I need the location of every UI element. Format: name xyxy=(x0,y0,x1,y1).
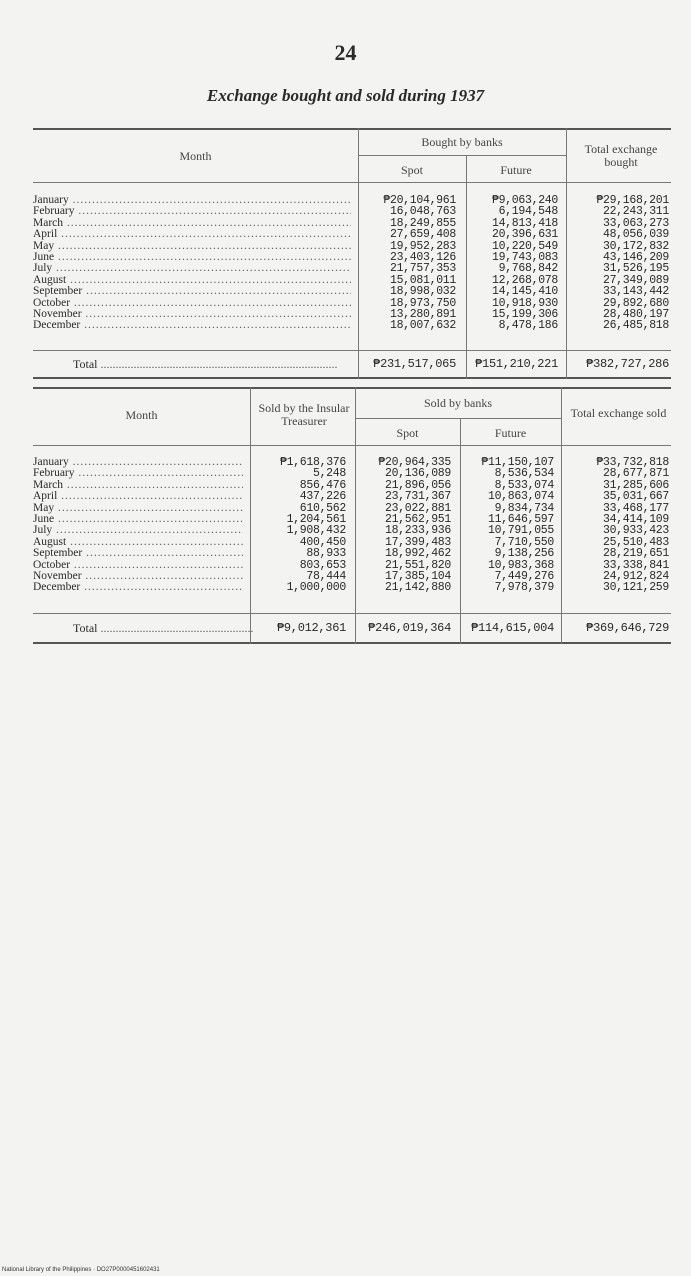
month-label: November ..... xyxy=(33,571,243,582)
month-list xyxy=(33,195,351,332)
cell-future: 7,449,276 xyxy=(494,570,554,584)
cell-total: 48,056,039 xyxy=(602,228,669,242)
footer-credit: National Library of the Philippines · DO27P0000451602431 xyxy=(2,1267,160,1273)
cell-total: 30,121,259 xyxy=(602,581,669,595)
cell-total: 34,414,109 xyxy=(602,513,669,527)
cell-future: 10,918,930 xyxy=(491,296,558,310)
cell-future: 9,834,734 xyxy=(494,501,554,515)
cell-future: 9,768,842 xyxy=(498,262,558,276)
total-sold-header: Total exchange sold xyxy=(570,406,667,420)
total-sold: ₱369,646,729 xyxy=(586,621,669,635)
cell-insular: 610,562 xyxy=(299,501,346,515)
cell-total: ₱33,732,818 xyxy=(596,456,669,469)
cell-total: 28,219,651 xyxy=(602,547,669,561)
cell-future: 10,791,055 xyxy=(487,524,554,538)
total-spot: ₱231,517,065 xyxy=(373,357,456,371)
total-column xyxy=(566,195,669,332)
cell-future: 15,199,306 xyxy=(491,308,558,322)
cell-total: 24,912,824 xyxy=(602,570,669,584)
cell-insular: 803,653 xyxy=(299,558,346,572)
cell-total: 28,677,871 xyxy=(602,467,669,481)
month-label: February ..... xyxy=(33,468,243,479)
cell-future: 7,710,550 xyxy=(494,535,554,549)
month-label: October ..... xyxy=(33,298,351,309)
cell-spot: 21,142,880 xyxy=(384,581,451,595)
cell-spot: 21,757,353 xyxy=(389,262,456,276)
month-label: December ..... xyxy=(33,320,351,331)
total-row-label: Total ..... xyxy=(73,357,343,372)
month-label: July ..... xyxy=(33,525,243,536)
cell-spot: 17,399,483 xyxy=(384,535,451,549)
insular-treasurer-header: Sold by the Insular Treasurer xyxy=(258,401,350,428)
cell-future: 11,646,597 xyxy=(487,513,554,527)
cell-total: 29,892,680 xyxy=(602,296,669,310)
cell-spot: 23,731,367 xyxy=(384,490,451,504)
month-label: February ..... xyxy=(33,206,351,217)
cell-future: 6,194,548 xyxy=(498,205,558,219)
cell-spot: 18,249,855 xyxy=(389,216,456,230)
cell-future: 8,533,074 xyxy=(494,478,554,492)
total-column xyxy=(561,457,669,594)
month-header: Month xyxy=(125,408,158,422)
cell-spot: 13,280,891 xyxy=(389,308,456,322)
cell-spot: 16,048,763 xyxy=(389,205,456,219)
total-insular: ₱9,012,361 xyxy=(276,621,346,635)
cell-spot: 18,007,632 xyxy=(389,319,456,333)
month-label: August ..... xyxy=(33,537,243,548)
month-label: August ..... xyxy=(33,275,351,286)
cell-spot: ₱20,964,335 xyxy=(378,456,451,469)
month-label: October ..... xyxy=(33,560,243,571)
cell-spot: 18,233,936 xyxy=(384,524,451,538)
month-list xyxy=(33,457,243,594)
cell-future: 10,983,368 xyxy=(487,558,554,572)
cell-future: 20,396,631 xyxy=(491,228,558,242)
cell-future: 8,536,534 xyxy=(494,467,554,481)
spot-column xyxy=(358,195,456,332)
cell-total: 33,063,273 xyxy=(602,216,669,230)
month-label: June ..... xyxy=(33,252,351,263)
cell-future: ₱9,063,240 xyxy=(491,194,558,207)
total-future: ₱151,210,221 xyxy=(475,357,558,371)
cell-insular: 400,450 xyxy=(299,535,346,549)
month-label: May ..... xyxy=(33,241,351,252)
cell-total: 25,510,483 xyxy=(602,535,669,549)
total-bought: ₱382,727,286 xyxy=(586,357,669,371)
cell-spot: 21,551,820 xyxy=(384,558,451,572)
bought-by-banks-header: Bought by banks xyxy=(421,135,503,149)
total-future: ₱114,615,004 xyxy=(471,621,554,635)
cell-spot: 18,992,462 xyxy=(384,547,451,561)
bought-table xyxy=(33,128,671,379)
sold-table xyxy=(33,387,671,645)
cell-total: 33,143,442 xyxy=(602,285,669,299)
page-title: Exchange bought and sold during 1937 xyxy=(206,86,485,105)
cell-total: ₱29,168,201 xyxy=(596,194,669,207)
cell-spot: ₱20,104,961 xyxy=(383,194,456,207)
cell-insular: 1,204,561 xyxy=(286,513,346,527)
future-column xyxy=(460,457,554,594)
cell-total: 30,933,423 xyxy=(602,524,669,538)
cell-total: 27,349,089 xyxy=(602,273,669,287)
cell-total: 31,526,195 xyxy=(602,262,669,276)
future-header: Future xyxy=(494,426,527,440)
total-row-label: Total ..... xyxy=(73,621,253,636)
month-label: January ..... xyxy=(33,195,351,206)
cell-spot: 17,385,104 xyxy=(384,570,451,584)
cell-future: 7,978,379 xyxy=(494,581,554,595)
cell-insular: 1,908,432 xyxy=(286,524,346,538)
cell-spot: 15,081,011 xyxy=(389,273,456,287)
month-label: January ..... xyxy=(33,457,243,468)
future-header: Future xyxy=(500,163,532,177)
cell-spot: 21,896,056 xyxy=(384,478,451,492)
future-column xyxy=(466,195,558,332)
cell-future: 14,145,410 xyxy=(491,285,558,299)
month-label: September ..... xyxy=(33,548,243,559)
month-label: March ..... xyxy=(33,480,243,491)
cell-spot: 21,562,951 xyxy=(384,513,451,527)
cell-spot: 20,136,089 xyxy=(384,467,451,481)
sold-by-banks-header: Sold by banks xyxy=(423,396,492,410)
spot-header: Spot xyxy=(396,426,419,440)
cell-total: 33,468,177 xyxy=(602,501,669,515)
cell-future: 10,863,074 xyxy=(487,490,554,504)
cell-insular: 437,226 xyxy=(299,490,346,504)
month-label: May ..... xyxy=(33,503,243,514)
month-label: December ..... xyxy=(33,582,243,593)
month-label: March ..... xyxy=(33,218,351,229)
month-label: September ..... xyxy=(33,286,351,297)
total-bought-header: Total exchange bought xyxy=(584,142,658,169)
insular-column xyxy=(250,457,346,594)
cell-total: 26,485,818 xyxy=(602,319,669,333)
cell-spot: 23,022,881 xyxy=(384,501,451,515)
cell-total: 33,338,841 xyxy=(602,558,669,572)
month-label: November ..... xyxy=(33,309,351,320)
cell-total: 30,172,832 xyxy=(602,239,669,253)
cell-future: 19,743,083 xyxy=(491,251,558,265)
cell-future: 10,220,549 xyxy=(491,239,558,253)
cell-spot: 18,998,032 xyxy=(389,285,456,299)
cell-insular: ₱1,618,376 xyxy=(279,456,346,469)
page-number: 24 xyxy=(334,40,357,65)
cell-future: 8,478,186 xyxy=(498,319,558,333)
cell-future: 14,813,418 xyxy=(491,216,558,230)
cell-spot: 23,403,126 xyxy=(389,251,456,265)
cell-total: 35,031,667 xyxy=(602,490,669,504)
cell-spot: 19,952,283 xyxy=(389,239,456,253)
cell-spot: 27,659,408 xyxy=(389,228,456,242)
cell-spot: 18,973,750 xyxy=(389,296,456,310)
cell-insular: 5,248 xyxy=(312,467,346,481)
cell-total: 28,480,197 xyxy=(602,308,669,322)
spot-header: Spot xyxy=(400,163,423,177)
month-label: July ..... xyxy=(33,263,351,274)
spot-column xyxy=(355,457,451,594)
cell-total: 22,243,311 xyxy=(602,205,669,219)
cell-insular: 1,000,000 xyxy=(286,581,346,595)
cell-future: 12,268,078 xyxy=(491,273,558,287)
cell-insular: 78,444 xyxy=(306,570,346,584)
cell-insular: 88,933 xyxy=(306,547,346,561)
month-label: April ..... xyxy=(33,229,351,240)
cell-total: 31,285,606 xyxy=(602,478,669,492)
month-label: June ..... xyxy=(33,514,243,525)
cell-future: ₱11,150,107 xyxy=(481,456,554,469)
month-header: Month xyxy=(179,149,212,163)
cell-insular: 856,476 xyxy=(299,478,346,492)
cell-future: 9,138,256 xyxy=(494,547,554,561)
cell-total: 43,146,209 xyxy=(602,251,669,265)
month-label: April ..... xyxy=(33,491,243,502)
total-spot: ₱246,019,364 xyxy=(368,621,451,635)
